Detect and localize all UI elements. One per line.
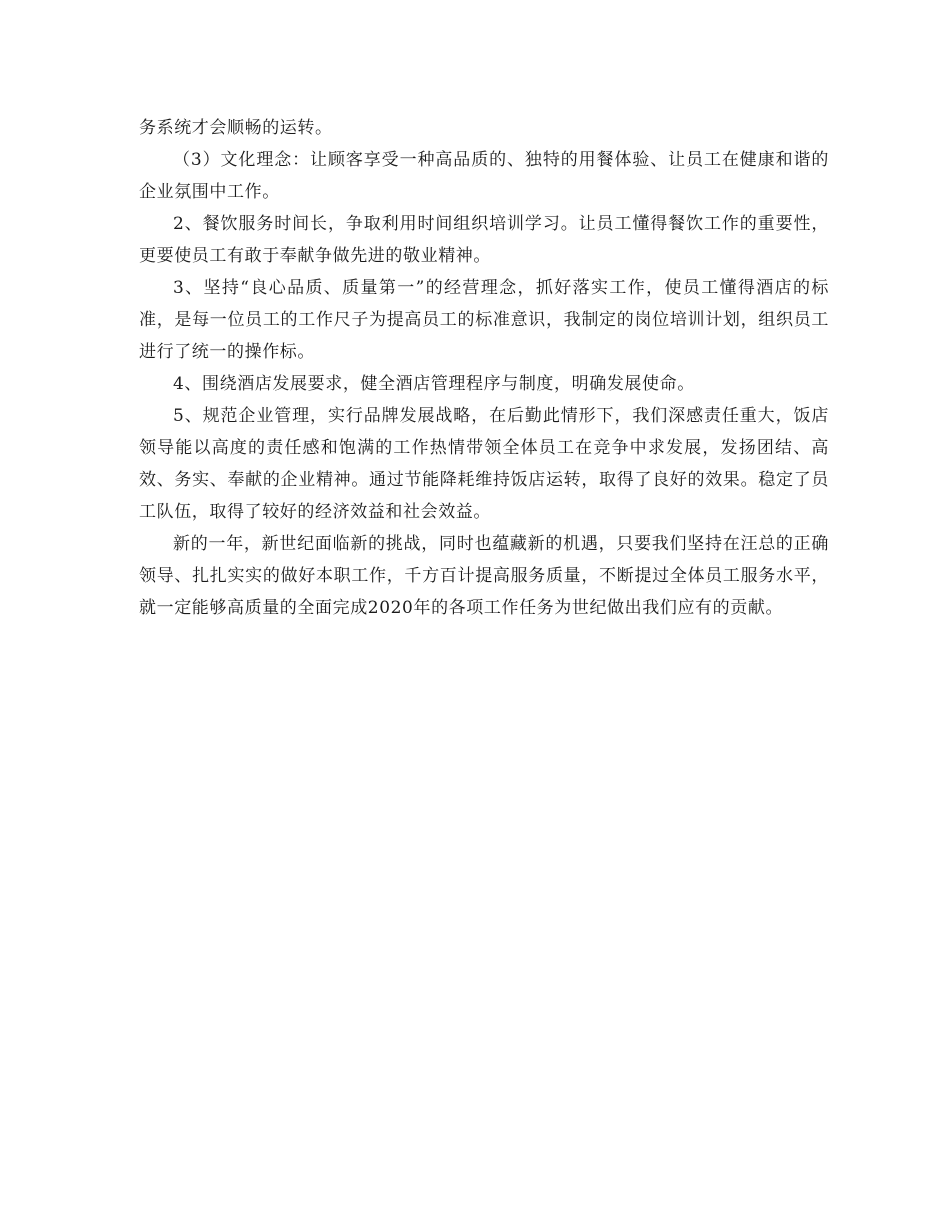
paragraph-continued: 务系统才会顺畅的运转。 <box>139 118 333 138</box>
document-body <box>139 112 829 624</box>
paragraph-item-3: 3、坚持“良心品质、质量第一”的经营理念，抓好落实工作，使员工懂得酒店的标准，是每一位员工的工作尺子为提高员工的标准意识，我制定的岗位培训计划，组织员工进行了统一的操作标。 <box>139 278 829 362</box>
paragraph-item-5: 5、规范企业管理，实行品牌发展战略，在后勤此情形下，我们深感责任重大，饭店领导能以高度的责任感和饱满的工作热情带领全体员工在竞争中求发展，发扬团结、高效、务实、奉献的企业精神。通过节能降耗维持饭店运转，取得了良好的效果。稳定了员工队伍，取得了较好的经济效益和社会效益。 <box>139 406 829 522</box>
paragraph-new-year: 新的一年，新世纪面临新的挑战，同时也蕴藏新的机遇，只要我们坚持在汪总的正确领导、扎扎实实的做好本职工作，千方百计提高服务质量，不断提过全体员工服务水平，就一定能够高质量的全面完成2020年的各项工作任务为世纪做出我们应有的贡献。 <box>139 534 829 618</box>
paragraph-item-2: 2、餐饮服务时间长，争取利用时间组织培训学习。让员工懂得餐饮工作的重要性，更要使员工有敢于奉献争做先进的敬业精神。 <box>139 214 829 266</box>
paragraph-culture-concept: （3）文化理念：让顾客享受一种高品质的、独特的用餐体验、让员工在健康和谐的企业氛围中工作。 <box>139 150 829 202</box>
paragraph-item-4: 4、围绕酒店发展要求，健全酒店管理程序与制度，明确发展使命。 <box>173 374 695 394</box>
